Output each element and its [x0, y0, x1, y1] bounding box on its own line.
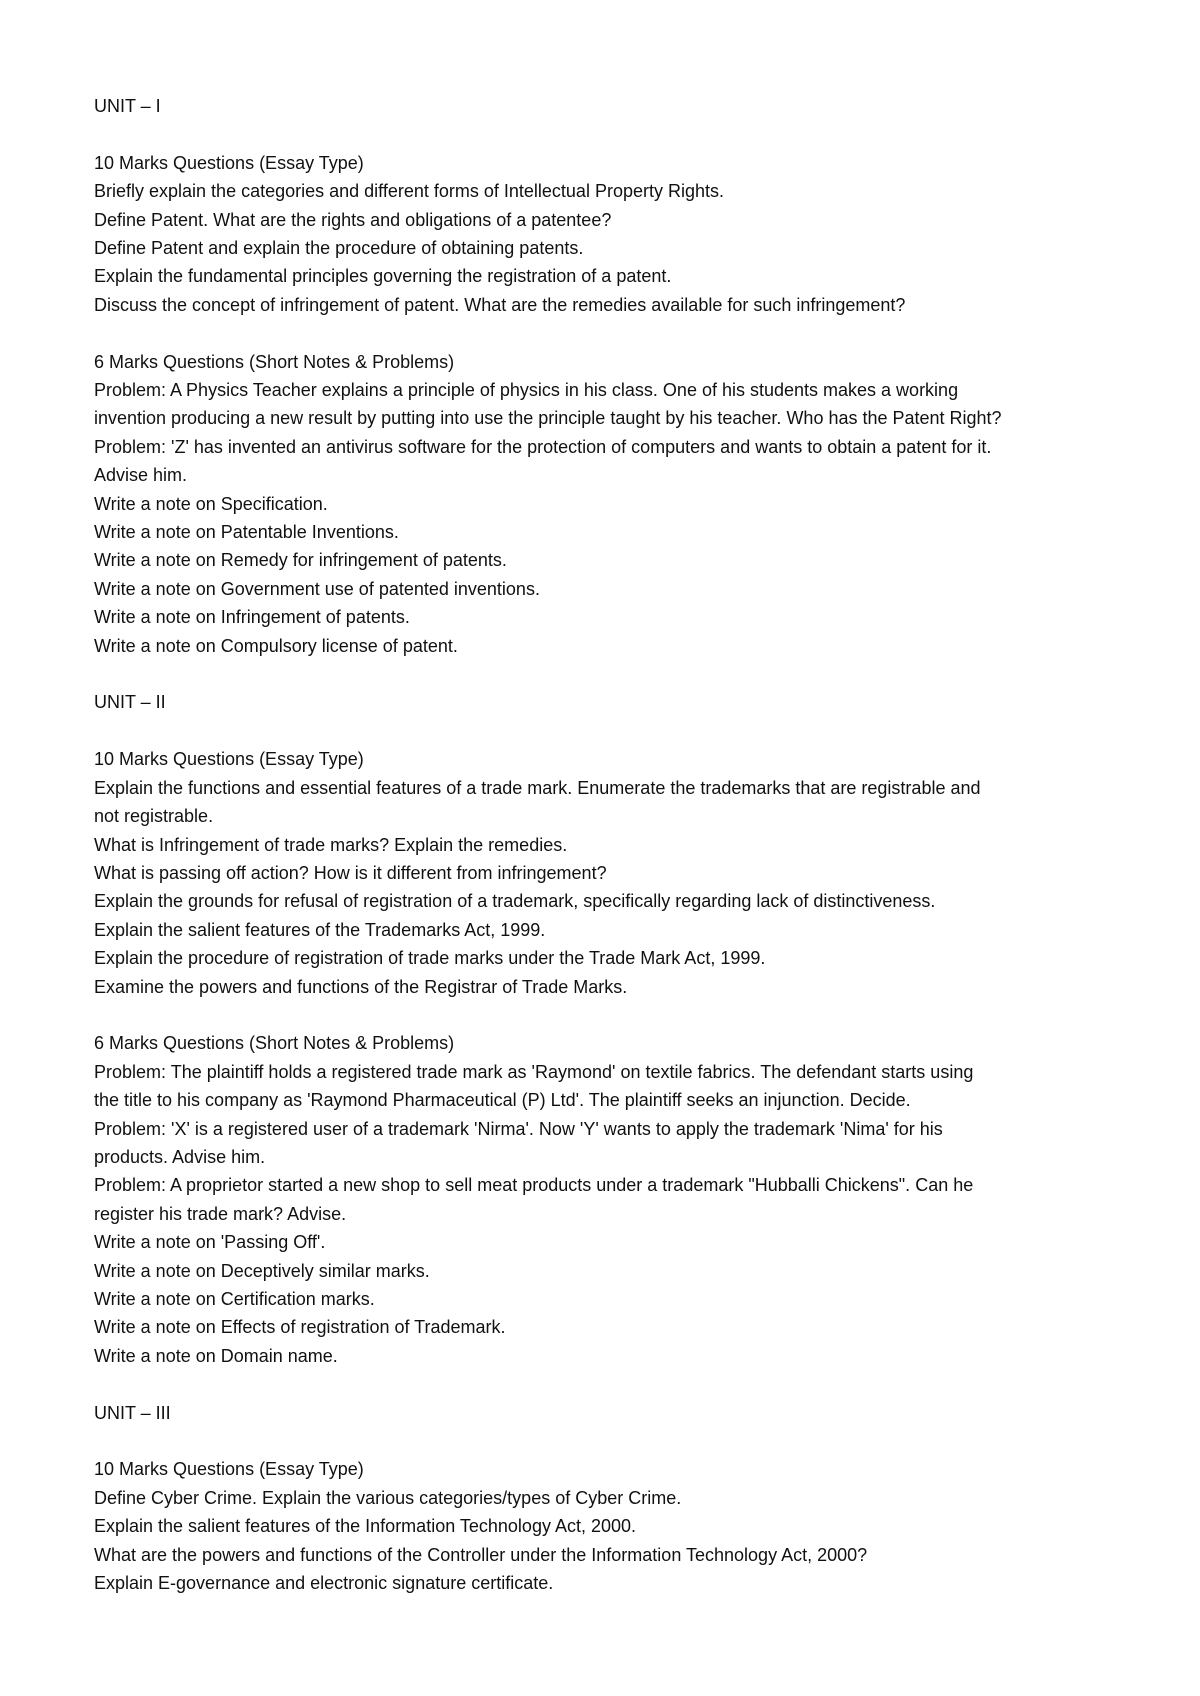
section-heading: 6 Marks Questions (Short Notes & Problems)	[94, 351, 455, 372]
question-line: Write a note on Certification marks.	[94, 1288, 375, 1309]
question-line: Write a note on Compulsory license of patent.	[94, 635, 458, 656]
document-page	[94, 92, 1154, 1597]
section-heading: 10 Marks Questions (Essay Type)	[94, 152, 364, 173]
question-line: Write a note on 'Passing Off'.	[94, 1232, 326, 1253]
question-line: Explain the grounds for refusal of registration of a trademark, specifically regarding lack of distinctiveness.	[94, 891, 936, 912]
question-line: Problem: 'X' is a registered user of a trademark 'Nirma'. Now 'Y' wants to apply the trademark 'Nima' for his	[94, 1118, 943, 1139]
question-line: Briefly explain the categories and different forms of Intellectual Property Rights.	[94, 181, 724, 202]
question-line: Write a note on Infringement of patents.	[94, 607, 410, 628]
question-line: Explain the procedure of registration of trade marks under the Trade Mark Act, 1999.	[94, 948, 766, 969]
question-line: What is Infringement of trade marks? Explain the remedies.	[94, 834, 568, 855]
question-line: Explain the fundamental principles governing the registration of a patent.	[94, 266, 672, 287]
question-line: Define Patent and explain the procedure of obtaining patents.	[94, 238, 584, 259]
question-line: Write a note on Domain name.	[94, 1345, 338, 1366]
unit-title: UNIT – III	[94, 1402, 171, 1423]
question-line: Define Patent. What are the rights and obligations of a patentee?	[94, 209, 612, 230]
question-line: Discuss the concept of infringement of patent. What are the remedies available for such infringement?	[94, 294, 906, 315]
question-line: Explain E-governance and electronic signature certificate.	[94, 1573, 554, 1594]
unit-title: UNIT – I	[94, 96, 161, 116]
question-line: not registrable.	[94, 806, 214, 827]
question-line: Problem: 'Z' has invented an antivirus software for the protection of computers and wants to obtain a patent for it.	[94, 436, 992, 457]
question-line: Problem: A proprietor started a new shop to sell meat products under a trademark "Hubballi Chickens". Can he	[94, 1175, 974, 1196]
section-heading: 6 Marks Questions (Short Notes & Problems)	[94, 1033, 455, 1054]
question-line: Explain the salient features of the Information Technology Act, 2000.	[94, 1516, 637, 1537]
unit-title: UNIT – II	[94, 692, 166, 713]
question-line: invention producing a new result by putting into use the principle taught by his teacher. Who has the Patent Right?	[94, 408, 1002, 429]
question-line: Explain the functions and essential features of a trade mark. Enumerate the trademarks that are registrable and	[94, 777, 981, 798]
question-line: Problem: The plaintiff holds a registered trade mark as 'Raymond' on textile fabrics. The defendant starts using	[94, 1061, 974, 1082]
question-line: Explain the salient features of the Trademarks Act, 1999.	[94, 919, 546, 940]
question-line: Advise him.	[94, 465, 188, 486]
question-line: Define Cyber Crime. Explain the various categories/types of Cyber Crime.	[94, 1487, 682, 1508]
question-line: What are the powers and functions of the Controller under the Information Technology Act, 2000?	[94, 1544, 868, 1565]
question-line: Write a note on Effects of registration of Trademark.	[94, 1317, 506, 1338]
question-line: Examine the powers and functions of the Registrar of Trade Marks.	[94, 976, 628, 997]
question-line: products. Advise him.	[94, 1146, 266, 1167]
section-heading: 10 Marks Questions (Essay Type)	[94, 749, 364, 770]
question-line: register his trade mark? Advise.	[94, 1203, 347, 1224]
question-line: Write a note on Specification.	[94, 493, 328, 514]
question-line: Write a note on Deceptively similar marks.	[94, 1260, 430, 1281]
question-line: Write a note on Remedy for infringement of patents.	[94, 550, 507, 571]
question-line: Problem: A Physics Teacher explains a principle of physics in his class. One of his students makes a working	[94, 380, 959, 401]
question-line: What is passing off action? How is it different from infringement?	[94, 862, 607, 883]
section-heading: 10 Marks Questions (Essay Type)	[94, 1459, 364, 1480]
question-line: the title to his company as 'Raymond Pharmaceutical (P) Ltd'. The plaintiff seeks an injunction. Decide.	[94, 1090, 911, 1111]
question-line: Write a note on Government use of patented inventions.	[94, 578, 540, 599]
question-line: Write a note on Patentable Inventions.	[94, 522, 399, 543]
